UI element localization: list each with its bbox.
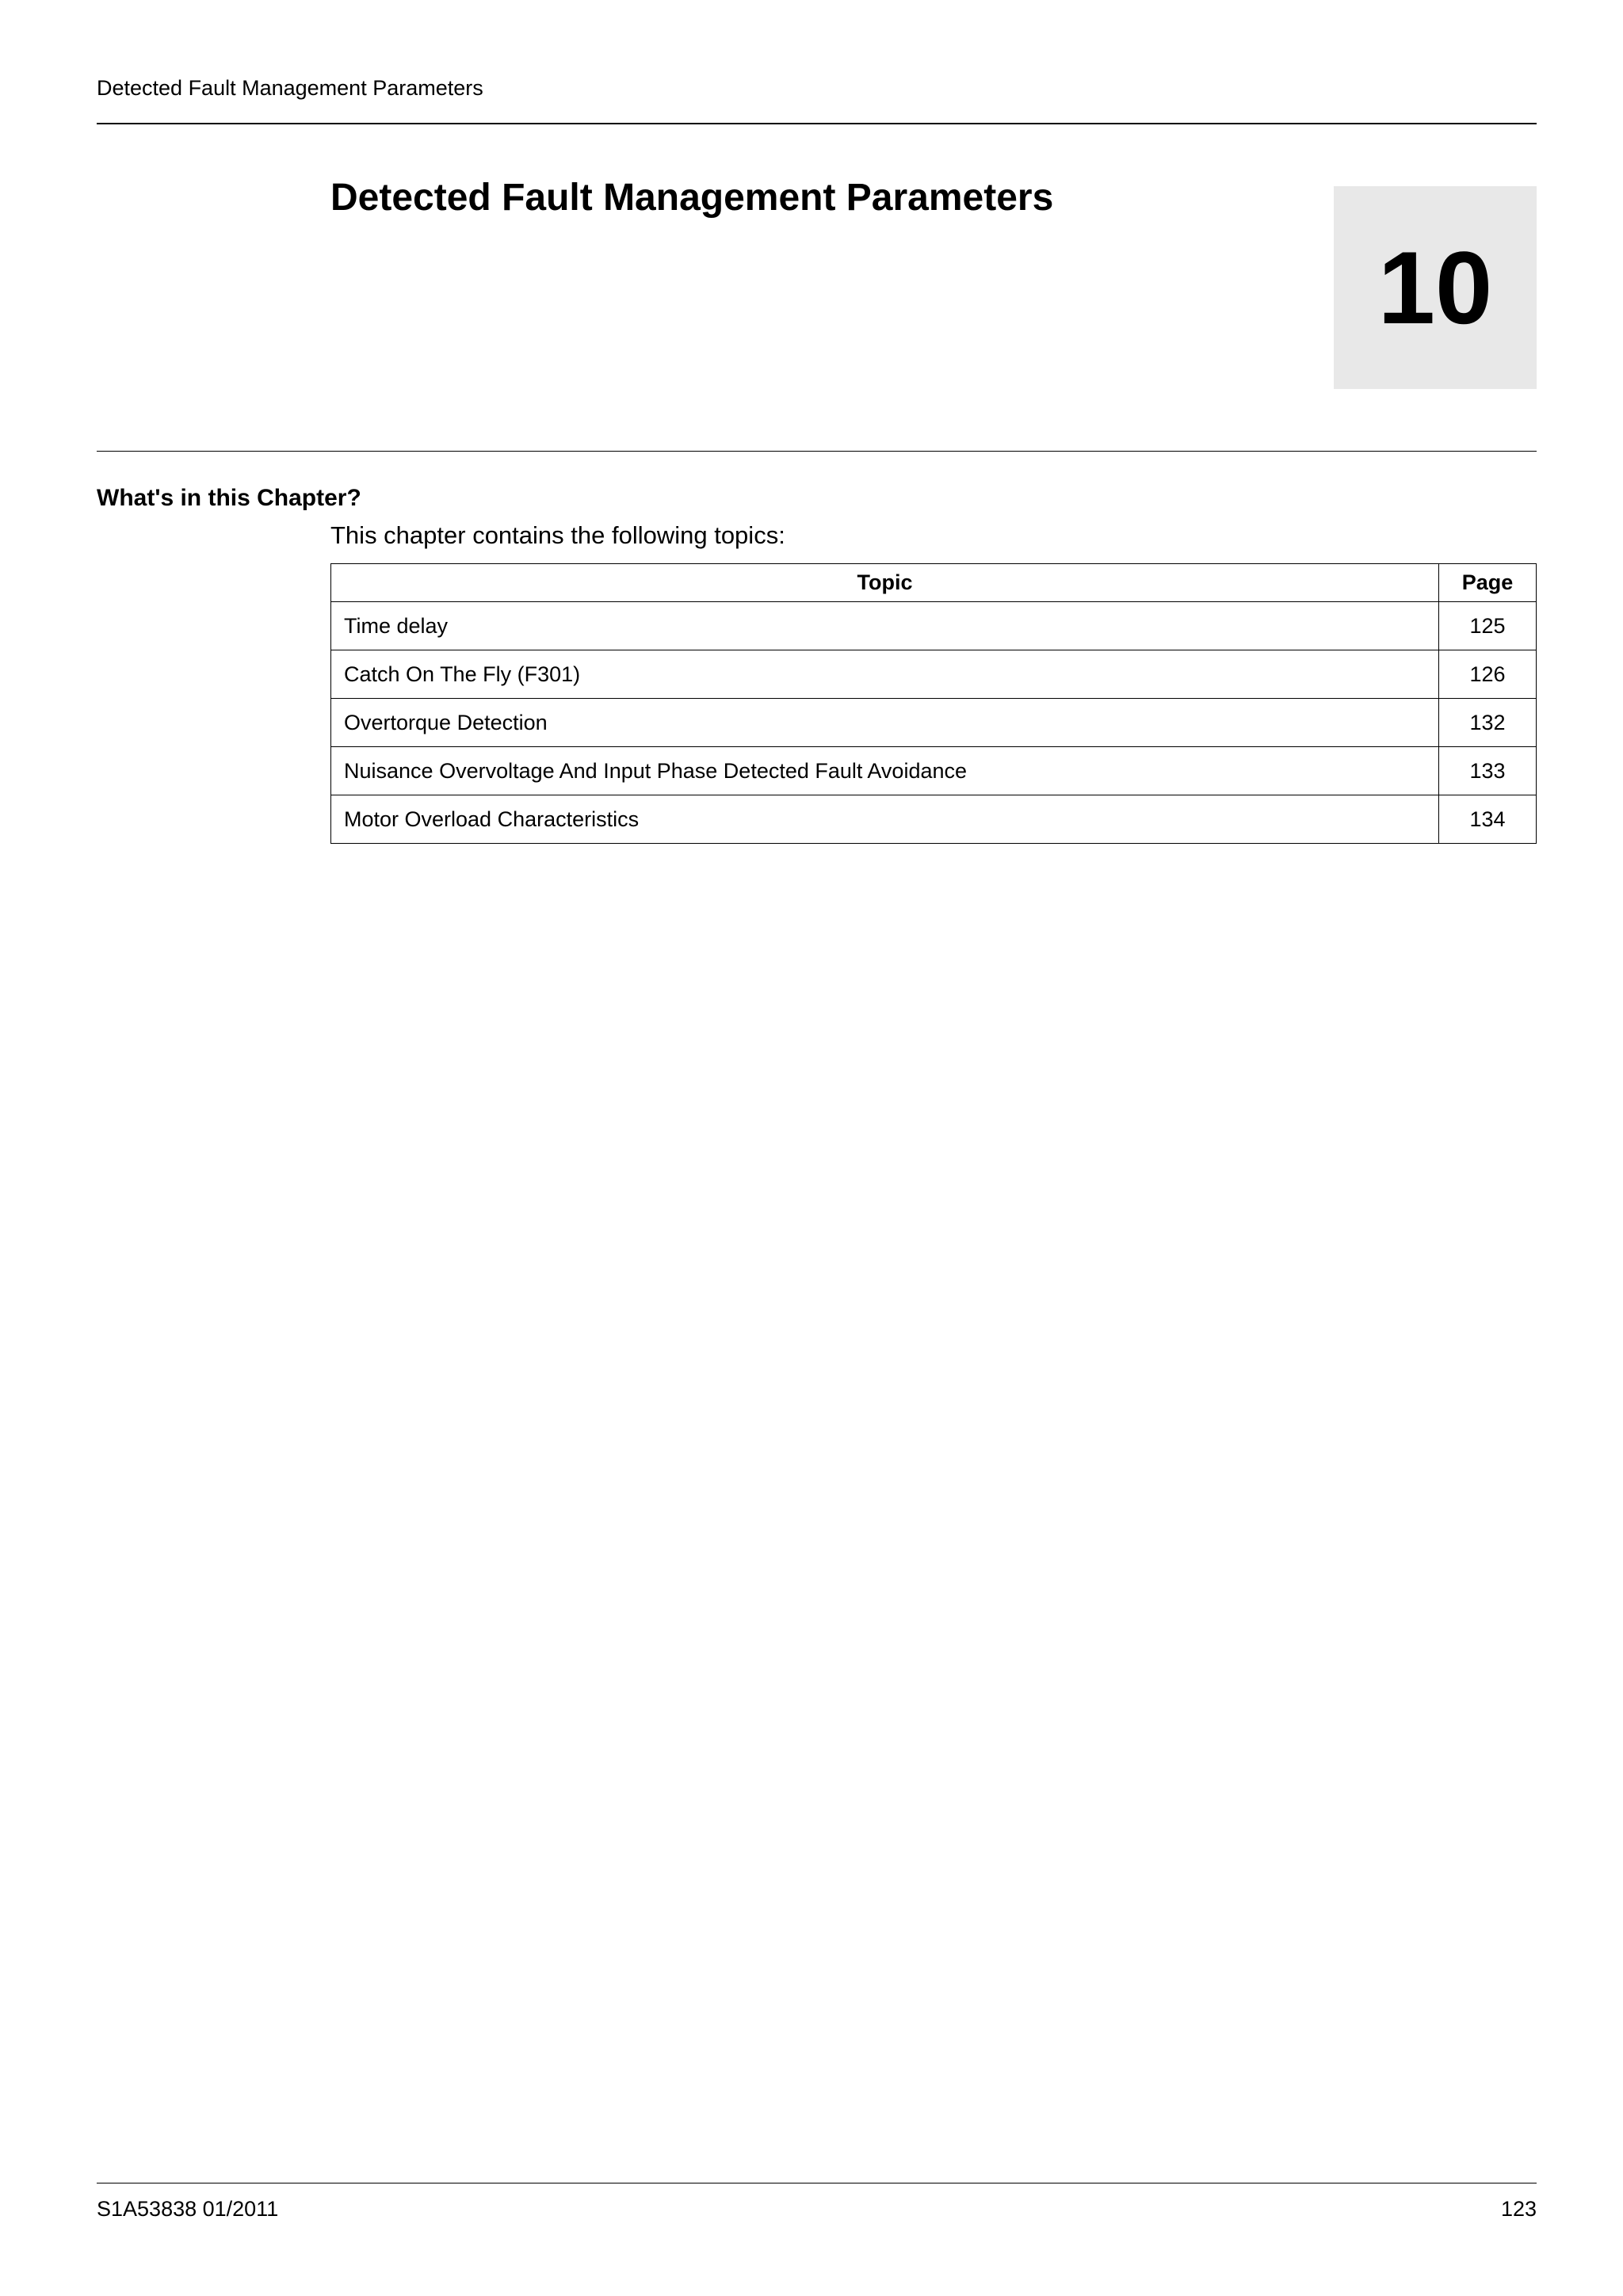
section-intro: This chapter contains the following topics: xyxy=(330,521,785,549)
topic-cell: Overtorque Detection xyxy=(331,699,1439,747)
page-cell: 125 xyxy=(1439,602,1537,650)
table-row xyxy=(331,699,1537,747)
chapter-number: 10 xyxy=(1377,230,1493,345)
topics-table xyxy=(330,563,1537,844)
page-cell: 132 xyxy=(1439,699,1537,747)
topic-cell: Motor Overload Characteristics xyxy=(331,795,1439,844)
section-rule xyxy=(97,451,1537,452)
header-rule xyxy=(97,123,1537,124)
chapter-number-box xyxy=(1334,186,1537,389)
footer-page-number: 123 xyxy=(1500,2197,1537,2221)
topic-cell: Catch On The Fly (F301) xyxy=(331,650,1439,699)
topic-cell: Nuisance Overvoltage And Input Phase Detected Fault Avoidance xyxy=(331,747,1439,795)
table-row xyxy=(331,602,1537,650)
column-header-topic: Topic xyxy=(331,564,1439,602)
page-cell: 133 xyxy=(1439,747,1537,795)
page-cell: 126 xyxy=(1439,650,1537,699)
topic-cell: Time delay xyxy=(331,602,1439,650)
chapter-title: Detected Fault Management Parameters xyxy=(330,177,1054,219)
column-header-page: Page xyxy=(1439,564,1537,602)
section-heading: What's in this Chapter? xyxy=(97,485,361,511)
running-header: Detected Fault Management Parameters xyxy=(97,76,483,100)
table-header-row xyxy=(331,564,1537,602)
table-row xyxy=(331,747,1537,795)
table-row xyxy=(331,795,1537,844)
page-cell: 134 xyxy=(1439,795,1537,844)
footer-doc-ref: S1A53838 01/2011 xyxy=(97,2197,279,2221)
table-row xyxy=(331,650,1537,699)
